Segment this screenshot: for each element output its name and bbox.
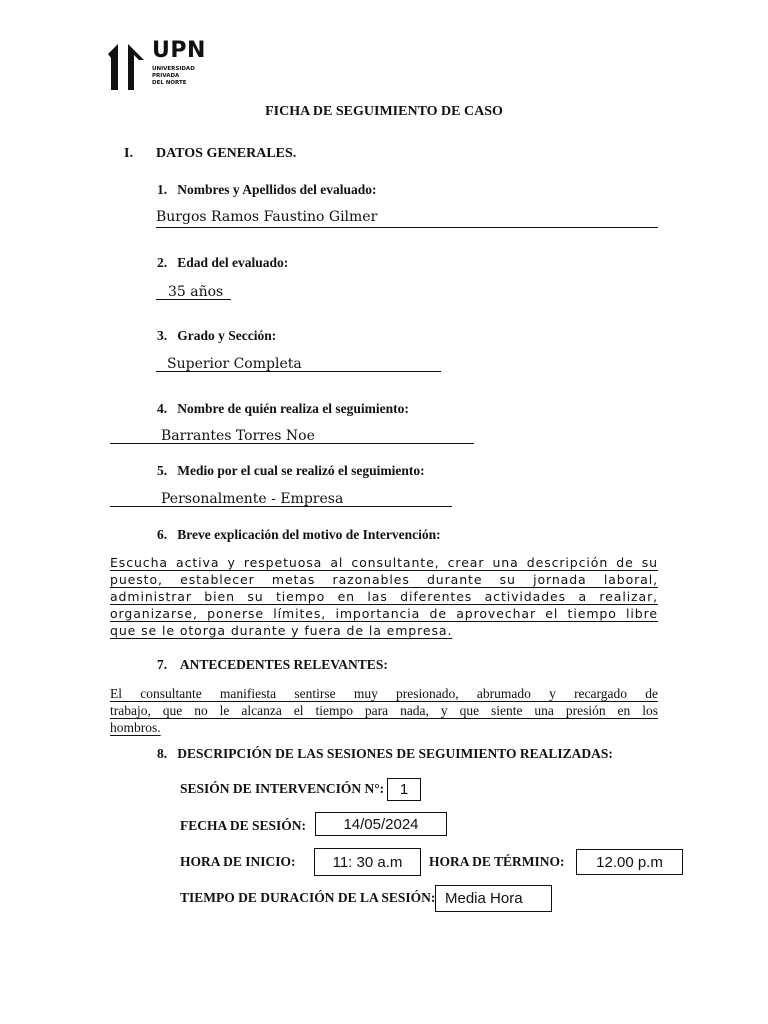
- fecha-label: FECHA DE SESIÓN:: [180, 818, 307, 833]
- document-title: FICHA DE SEGUIMIENTO DE CASO: [265, 104, 503, 119]
- duracion-field: [435, 885, 552, 912]
- section-number: I.: [124, 146, 133, 161]
- sesiones-label: 8. DESCRIPCIÓN DE LAS SESIONES DE SEGUIMIENTO REALIZADAS:: [157, 746, 613, 761]
- motivo-label: 6. Breve explicación del motivo de Intervención:: [157, 527, 441, 542]
- nombres-value: Burgos Ramos Faustino Gilmer: [156, 209, 378, 225]
- termino-label: HORA DE TÉRMINO:: [429, 854, 565, 869]
- antecedentes-line: hombros.: [110, 720, 161, 735]
- seguimiento-field: [110, 428, 474, 444]
- motivo-line: administrar bien su tiempo en las diferentes actividades a realizar,: [110, 589, 658, 604]
- motivo-paragraph: [110, 554, 658, 639]
- sesion-number-field: [387, 778, 421, 801]
- fecha-field: [315, 812, 447, 836]
- antecedentes-line: trabajo, que no le alcanza el tiempo para nada, y que siente una presión en los: [110, 703, 658, 718]
- antecedentes-paragraph: [110, 685, 658, 736]
- upn-logo-mark-icon: [108, 42, 148, 90]
- grado-label: 3. Grado y Sección:: [157, 328, 277, 343]
- termino-value: 12.00 p.m: [596, 853, 663, 871]
- grado-field: [156, 356, 441, 372]
- logo-wordmark: UPN: [152, 38, 206, 63]
- inicio-value: 11: 30 a.m: [332, 853, 403, 871]
- grado-value: Superior Completa: [167, 356, 302, 372]
- nombres-label: 1. Nombres y Apellidos del evaluado:: [157, 182, 377, 197]
- medio-value: Personalmente - Empresa: [161, 491, 344, 507]
- upn-logo: [108, 40, 208, 94]
- sesion-label: SESIÓN DE INTERVENCIÓN N°:: [180, 781, 385, 796]
- motivo-line: que se le otorga durante y fuera de la empresa.: [110, 623, 453, 638]
- duracion-value: Media Hora: [445, 890, 523, 907]
- seguimiento-value: Barrantes Torres Noe: [161, 428, 315, 444]
- medio-field: [110, 491, 452, 507]
- nombres-field: [156, 209, 658, 228]
- antecedentes-label: 7. ANTECEDENTES RELEVANTES:: [157, 657, 388, 672]
- inicio-label: HORA DE INICIO:: [180, 854, 296, 869]
- inicio-field: [314, 848, 421, 876]
- termino-field: [576, 849, 683, 875]
- seguimiento-label: 4. Nombre de quién realiza el seguimiento:: [157, 401, 409, 416]
- edad-value: 35 años: [168, 284, 224, 300]
- sesion-number-value: 1: [399, 781, 409, 798]
- motivo-line: organizarse, ponerse límites, importancia de aprovechar el tiempo libre: [110, 606, 658, 621]
- fecha-value: 14/05/2024: [343, 815, 419, 833]
- medio-label: 5. Medio por el cual se realizó el seguimiento:: [157, 463, 425, 478]
- antecedentes-line: El consultante manifiesta sentirse muy presionado, abrumado y recargado de: [110, 686, 658, 701]
- logo-subtitle: UNIVERSIDAD PRIVADA DEL NORTE: [152, 66, 195, 86]
- edad-field: [156, 284, 231, 300]
- duracion-label: TIEMPO DE DURACIÓN DE LA SESIÓN:: [180, 890, 436, 905]
- section-title: DATOS GENERALES.: [156, 146, 297, 161]
- motivo-line: Escucha activa y respetuosa al consultante, crear una descripción de su: [110, 555, 658, 570]
- edad-label: 2. Edad del evaluado:: [157, 255, 289, 270]
- motivo-line: puesto, establecer metas razonables durante su jornada laboral,: [110, 572, 658, 587]
